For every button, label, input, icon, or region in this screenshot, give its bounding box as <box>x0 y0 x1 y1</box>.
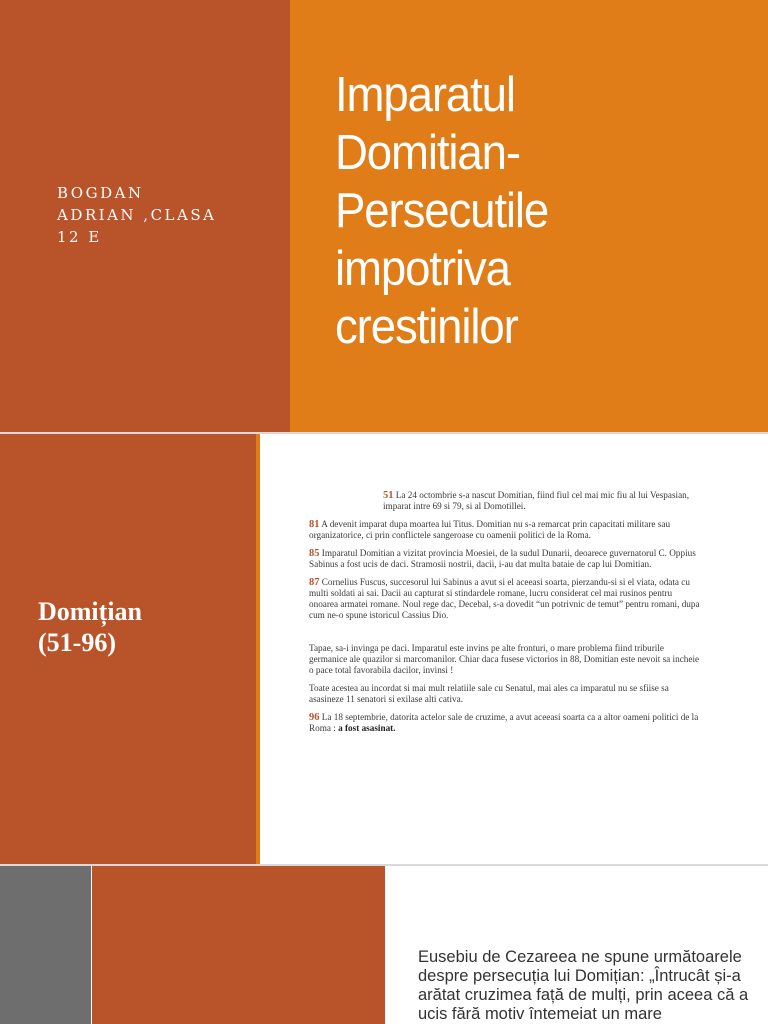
timeline-entry <box>309 712 701 734</box>
entry-year: 96 <box>309 712 320 723</box>
title-line: Persecutile <box>335 184 549 238</box>
entry-text: La 18 septembrie, datorita actelor sale de cruzime, a avut aceeasi soarta ca a altor oameni politici de la Roma : <box>309 712 699 733</box>
timeline-paragraph: Tapae, sa-i invinga pe daci. Imparatul este invins pe alte fronturi, o mare problema fiind triburile germanice ale quazilor si marcomanilor. Chiar daca fusese victorios in 88, Domitian este nevoit sa incheie o pace total favorabila dacilor, invinsi ! <box>309 643 700 675</box>
entry-text: Imparatul Domitian a vizitat provincia Moesiei, de la sudul Dunarii, deoarece guvernatorul C. Oppius Sabinus a fost ucis de daci. Stramosii nostrii, dacii, i-au dat multa bataie de cap lui Domitian. <box>309 548 696 569</box>
quote-slide-gray-block <box>0 866 91 1024</box>
heading-line: Domițian <box>38 597 142 626</box>
title-line: Imparatul <box>335 68 515 122</box>
eusebius-quote: Eusebiu de Cezareea ne spune următoarele despre persecuția lui Domițian: „Întrucât și-a arătat cruzimea față de mulți, prin aceea că a ucis fără motiv întemeiat un mare <box>418 948 749 1023</box>
presentation-title <box>335 66 726 356</box>
entry-year: 81 <box>309 519 320 530</box>
timeline-paragraph: Toate acestea au incordat si mai mult relatiile sale cu Senatul, mai ales ca imparatul nu se sfiise sa asasineze 11 senatori si exilase alti cativa. <box>309 683 669 704</box>
author-line: ADRIAN ,CLASA <box>57 206 217 224</box>
author-line: BOGDAN <box>57 184 144 202</box>
author-subtitle <box>57 182 257 248</box>
entry-emphasis: a fost asasinat. <box>338 723 396 733</box>
quote-slide-orange-block <box>92 866 385 1024</box>
timeline-entry <box>309 490 701 512</box>
timeline-body <box>309 490 701 741</box>
entry-text: Cornelius Fuscus, succesorul lui Sabinus a avut si el aceeasi soarta, pierzandu-si si el viata, odata cu multi soldati ai sai. Dacii au capturat si stindardele romane, lucru considerat cel mai rusinos pentru onoarea armatei romane. Noul rege dac, Decebal, s-a dovedit “un potrivnic de temut” pentru romani, dupa cum ne-o spune istoricul Cassius Dio. <box>309 577 700 620</box>
entry-year: 85 <box>309 548 320 559</box>
author-line: 12 E <box>57 228 102 246</box>
entry-text: La 24 octombrie s-a nascut Domitian, fiind fiul cel mai mic fiu al lui Vespasian, imparat intre 69 si 79, si al Domotillei. <box>383 490 690 511</box>
entry-text: A devenit imparat dupa moartea lui Titus. Domitian nu s-a remarcat prin capacitati militare sau organizatorice, ci prin conflictele sangeroase cu oamenii politici de la Roma. <box>309 519 671 540</box>
title-line: Domitian- <box>335 126 520 180</box>
timeline-heading <box>38 596 238 658</box>
timeline-entry <box>309 548 701 570</box>
title-line: impotriva <box>335 242 510 296</box>
entry-year: 87 <box>309 577 320 588</box>
heading-line: (51-96) <box>38 628 116 657</box>
entry-year: 51 <box>383 490 394 501</box>
timeline-entry <box>309 519 701 541</box>
timeline-entry <box>309 577 701 621</box>
title-line: crestinilor <box>335 300 518 354</box>
